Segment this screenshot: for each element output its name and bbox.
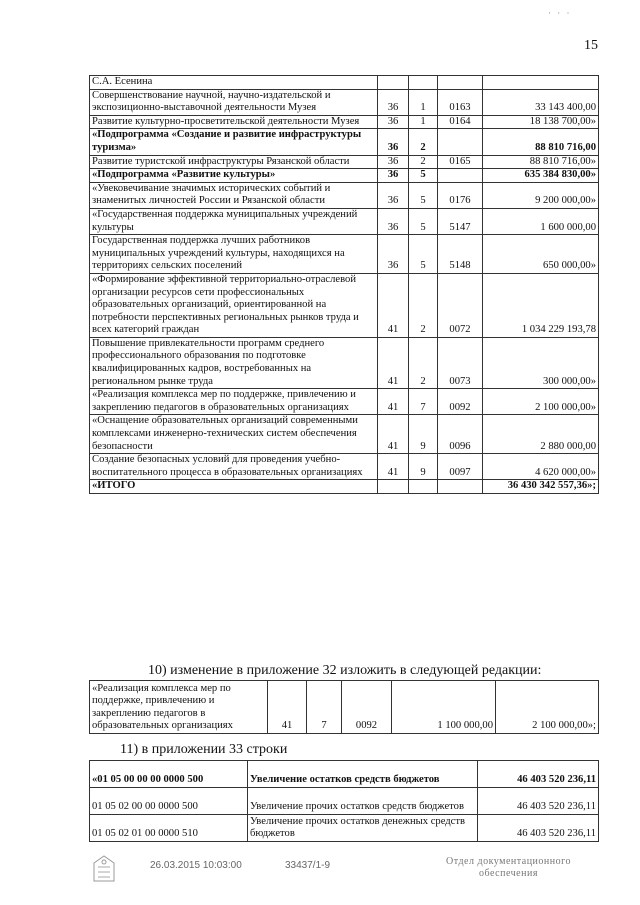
amount: 46 403 520 236,11 xyxy=(478,761,599,788)
code-b: 9 xyxy=(409,454,438,480)
program-name: «Подпрограмма «Создание и развитие инфраструктуры туризма» xyxy=(90,129,378,155)
program-name: Развитие культурно-просветительской деятельности Музея xyxy=(90,115,378,129)
code-b: 2 xyxy=(409,337,438,388)
table-row xyxy=(90,389,599,415)
table-row xyxy=(90,788,599,815)
code-target: 0096 xyxy=(438,415,483,454)
program-name: «Государственная поддержка муниципальных учреждений культуры xyxy=(90,208,378,234)
code-target: 5148 xyxy=(438,235,483,274)
appendix-33-table xyxy=(89,760,599,842)
program-name: «Реализация комплекса мер по поддержке, привлечению и закреплению педагогов в образовательных организациях xyxy=(90,389,378,415)
program-name: Государственная поддержка лучших работников муниципальных учреждений культуры, находящихся на территориях сельских поселений xyxy=(90,235,378,274)
amount: 46 403 520 236,11 xyxy=(478,788,599,815)
code-a: 41 xyxy=(268,681,307,734)
code-target: 0073 xyxy=(438,337,483,388)
amount: 33 143 400,00 xyxy=(483,89,599,115)
corner-marks: · · · xyxy=(548,8,572,18)
amount xyxy=(483,76,599,90)
program-name: Повышение привлекательности программ среднего профессионального образования по подготовке квалифицированных кадров, востребованных на региональном рынке труда xyxy=(90,337,378,388)
code-a: 36 xyxy=(378,182,409,208)
code-b: 5 xyxy=(409,235,438,274)
amount: 18 138 700,00» xyxy=(483,115,599,129)
code-target: 5147 xyxy=(438,208,483,234)
code-target: 0072 xyxy=(438,273,483,337)
code-b: 5 xyxy=(409,208,438,234)
code-target: 0176 xyxy=(438,182,483,208)
budget-code: 01 05 02 00 00 0000 500 xyxy=(90,788,248,815)
code-b: 5 xyxy=(409,169,438,183)
footer-datetime: 26.03.2015 10:03:00 xyxy=(150,860,242,871)
code-b: 9 xyxy=(409,415,438,454)
amount: 2 100 000,00» xyxy=(483,389,599,415)
amount: 1 600 000,00 xyxy=(483,208,599,234)
table-row xyxy=(90,169,599,183)
code-a xyxy=(378,480,409,494)
table-row xyxy=(90,815,599,842)
amount: 4 620 000,00» xyxy=(483,454,599,480)
code-a: 36 xyxy=(378,129,409,155)
budget-code: 01 05 02 01 00 0000 510 xyxy=(90,815,248,842)
code-b: 7 xyxy=(307,681,342,734)
code-b: 1 xyxy=(409,115,438,129)
code-a: 36 xyxy=(378,155,409,169)
table-row xyxy=(90,480,599,494)
paragraph-10: 10) изменение в приложение 32 изложить в следующей редакции: xyxy=(148,663,542,678)
amount: 650 000,00» xyxy=(483,235,599,274)
page-number: 15 xyxy=(584,38,598,53)
amount: 36 430 342 557,36»; xyxy=(483,480,599,494)
table-row xyxy=(90,761,599,788)
amount: 635 384 830,00» xyxy=(483,169,599,183)
code-a xyxy=(378,76,409,90)
program-name: «Оснащение образовательных организаций современными комплексами инженерно-технических систем обеспечения безопасности xyxy=(90,415,378,454)
amount-2: 2 100 000,00»; xyxy=(496,681,599,734)
budget-code: «01 05 00 00 00 0000 500 xyxy=(90,761,248,788)
table-row xyxy=(90,115,599,129)
code-a: 41 xyxy=(378,273,409,337)
stamp-line-1: Отдел документационного xyxy=(446,856,571,867)
code-b: 1 xyxy=(409,89,438,115)
table-row xyxy=(90,182,599,208)
program-name: Создание безопасных условий для проведения учебно-воспитательного процесса в образовательных организациях xyxy=(90,454,378,480)
footer-docnum: 33437/1-9 xyxy=(285,860,331,871)
code-b: 5 xyxy=(409,182,438,208)
code-b: 7 xyxy=(409,389,438,415)
code-target xyxy=(438,76,483,90)
code-b: 2 xyxy=(409,273,438,337)
code-target: 0092 xyxy=(438,389,483,415)
code-a: 36 xyxy=(378,169,409,183)
code-target: 0164 xyxy=(438,115,483,129)
table-row xyxy=(90,235,599,274)
code-a: 36 xyxy=(378,115,409,129)
program-name: Развитие туристской инфраструктуры Рязанской области xyxy=(90,155,378,169)
program-name: «ИТОГО xyxy=(90,480,378,494)
code-a: 36 xyxy=(378,208,409,234)
code-target xyxy=(438,480,483,494)
code-a: 41 xyxy=(378,454,409,480)
amount: 9 200 000,00» xyxy=(483,182,599,208)
program-name: С.А. Есенина xyxy=(90,76,378,90)
department-stamp xyxy=(446,856,571,880)
code-target xyxy=(438,129,483,155)
stamp-line-2: обеспечения xyxy=(479,868,538,879)
code-b xyxy=(409,480,438,494)
table-row xyxy=(90,273,599,337)
amount: 88 810 716,00» xyxy=(483,155,599,169)
code-a: 41 xyxy=(378,389,409,415)
code-b: 2 xyxy=(409,155,438,169)
code-target: 0092 xyxy=(342,681,392,734)
amount: 1 034 229 193,78 xyxy=(483,273,599,337)
code-a: 41 xyxy=(378,337,409,388)
code-b xyxy=(409,76,438,90)
coat-of-arms-emblem xyxy=(89,853,119,887)
table-row xyxy=(90,76,599,90)
table-row xyxy=(90,337,599,388)
amount-1: 1 100 000,00 xyxy=(392,681,496,734)
paragraph-11: 11) в приложении 33 строки xyxy=(120,742,288,757)
table-row xyxy=(90,208,599,234)
program-name: «Формирование эффективной территориально-отраслевой организации ресурсов сети профессиональных образовательных организаций, ориентированной на потребности перспективных региональных рынков труда и всех категорий граждан xyxy=(90,273,378,337)
item-name: Увеличение остатков средств бюджетов xyxy=(248,761,478,788)
item-name: Увеличение прочих остатков денежных средств бюджетов xyxy=(248,815,478,842)
code-a: 36 xyxy=(378,89,409,115)
amount: 46 403 520 236,11 xyxy=(478,815,599,842)
code-a: 41 xyxy=(378,415,409,454)
code-target: 0165 xyxy=(438,155,483,169)
program-name: «Подпрограмма «Развитие культуры» xyxy=(90,169,378,183)
code-target: 0163 xyxy=(438,89,483,115)
code-target xyxy=(438,169,483,183)
program-name: Совершенствование научной, научно-издательской и экспозиционно-выставочной деятельности Музея xyxy=(90,89,378,115)
program-name: «Увековечивание значимых исторических событий и знаменитых личностей России и Рязанской области xyxy=(90,182,378,208)
item-name: Увеличение прочих остатков средств бюджетов xyxy=(248,788,478,815)
table-row xyxy=(90,454,599,480)
appendix-32-table xyxy=(89,680,599,734)
amount: 300 000,00» xyxy=(483,337,599,388)
table-row xyxy=(90,681,599,734)
table-row xyxy=(90,155,599,169)
code-a: 36 xyxy=(378,235,409,274)
table-row xyxy=(90,415,599,454)
amount: 2 880 000,00 xyxy=(483,415,599,454)
budget-table xyxy=(89,75,599,494)
code-target: 0097 xyxy=(438,454,483,480)
program-name: «Реализация комплекса мер по поддержке, привлечению и закреплению педагогов в образовательных организациях xyxy=(90,681,268,734)
table-row xyxy=(90,129,599,155)
amount: 88 810 716,00 xyxy=(483,129,599,155)
table-row xyxy=(90,89,599,115)
code-b: 2 xyxy=(409,129,438,155)
